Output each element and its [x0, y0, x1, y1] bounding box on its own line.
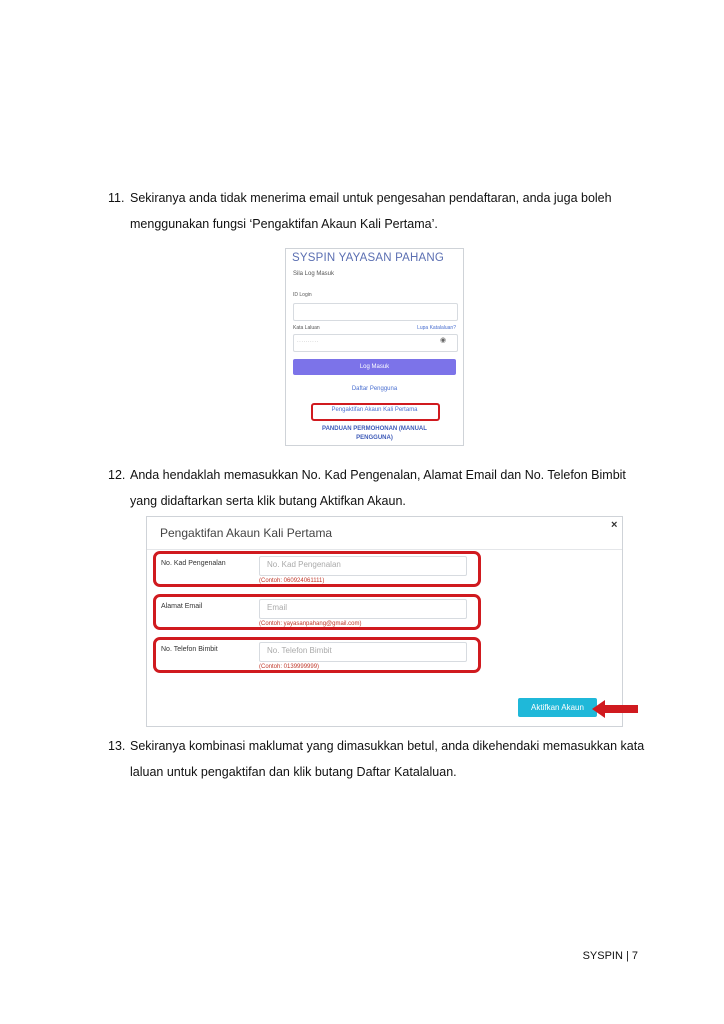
phone-label: No. Telefon Bimbit: [161, 646, 218, 653]
login-button[interactable]: Log Masuk: [293, 359, 456, 375]
step-number: 11.: [108, 191, 125, 205]
step-13: [108, 734, 668, 784]
step-text-line1: Sekiranya kombinasi maklumat yang dimasukkan betul, anda dikehendaki memasukkan kata: [130, 739, 645, 753]
eye-icon[interactable]: ◉: [440, 337, 447, 344]
step-text-line2: laluan untuk pengaktifan dan klik butang Daftar Katalaluan.: [130, 765, 457, 779]
forgot-password-link[interactable]: Lupa Katalaluan?: [417, 325, 456, 331]
email-label: Alamat Email: [161, 603, 203, 610]
highlight-box: [311, 403, 440, 421]
id-login-label: ID Login: [293, 292, 312, 298]
password-value: ··········: [297, 339, 319, 345]
activate-account-button[interactable]: Aktifkan Akaun: [518, 698, 597, 717]
step-number: 12.: [108, 468, 126, 482]
activation-dialog: [146, 516, 623, 727]
step-text-line2: menggunakan fungsi ‘Pengaktifan Akaun Kali Pertama’.: [130, 217, 438, 231]
highlight-box: [153, 594, 481, 630]
email-hint: (Contoh: yayasanpahang@gmail.com): [259, 621, 362, 627]
ic-number-hint: (Contoh: 060924061111): [259, 578, 325, 584]
brand-title: SYSPIN YAYASAN PAHANG: [292, 252, 445, 264]
ic-number-placeholder: No. Kad Pengenalan: [267, 560, 341, 569]
dialog-header: [147, 517, 622, 550]
step-12: [108, 463, 668, 513]
user-guide-link[interactable]: PANDUAN PERMOHONAN (MANUAL PENGGUNA): [322, 426, 427, 441]
id-login-input[interactable]: [293, 303, 458, 321]
red-arrow-icon: [592, 698, 638, 720]
phone-placeholder: No. Telefon Bimbit: [267, 646, 332, 655]
highlight-box: [153, 637, 481, 673]
email-placeholder: Email: [267, 603, 288, 612]
first-time-activation-link[interactable]: Pengaktifan Akaun Kali Pertama: [331, 407, 418, 413]
login-subtitle: Sila Log Masuk: [293, 271, 335, 277]
login-screenshot: [285, 248, 464, 446]
password-label: Kata Laluan: [293, 325, 320, 331]
page-footer: SYSPIN | 7: [582, 950, 638, 962]
step-text-line2: yang didaftarkan serta klik butang Aktifkan Akaun.: [130, 494, 406, 508]
step-text-line1: Anda hendaklah memasukkan No. Kad Pengenalan, Alamat Email dan No. Telefon Bimbit: [130, 468, 626, 482]
register-link[interactable]: Daftar Pengguna: [351, 386, 398, 392]
dialog-title: Pengaktifan Akaun Kali Pertama: [160, 526, 333, 540]
ic-number-label: No. Kad Pengenalan: [161, 560, 226, 567]
step-11: [108, 186, 668, 236]
highlight-box: [153, 551, 481, 587]
step-text-line1: Sekiranya anda tidak menerima email untuk pengesahan pendaftaran, anda juga boleh: [130, 191, 612, 205]
close-icon[interactable]: ×: [611, 519, 618, 531]
phone-hint: (Contoh: 0139999999): [259, 664, 320, 670]
step-number: 13.: [108, 739, 126, 753]
